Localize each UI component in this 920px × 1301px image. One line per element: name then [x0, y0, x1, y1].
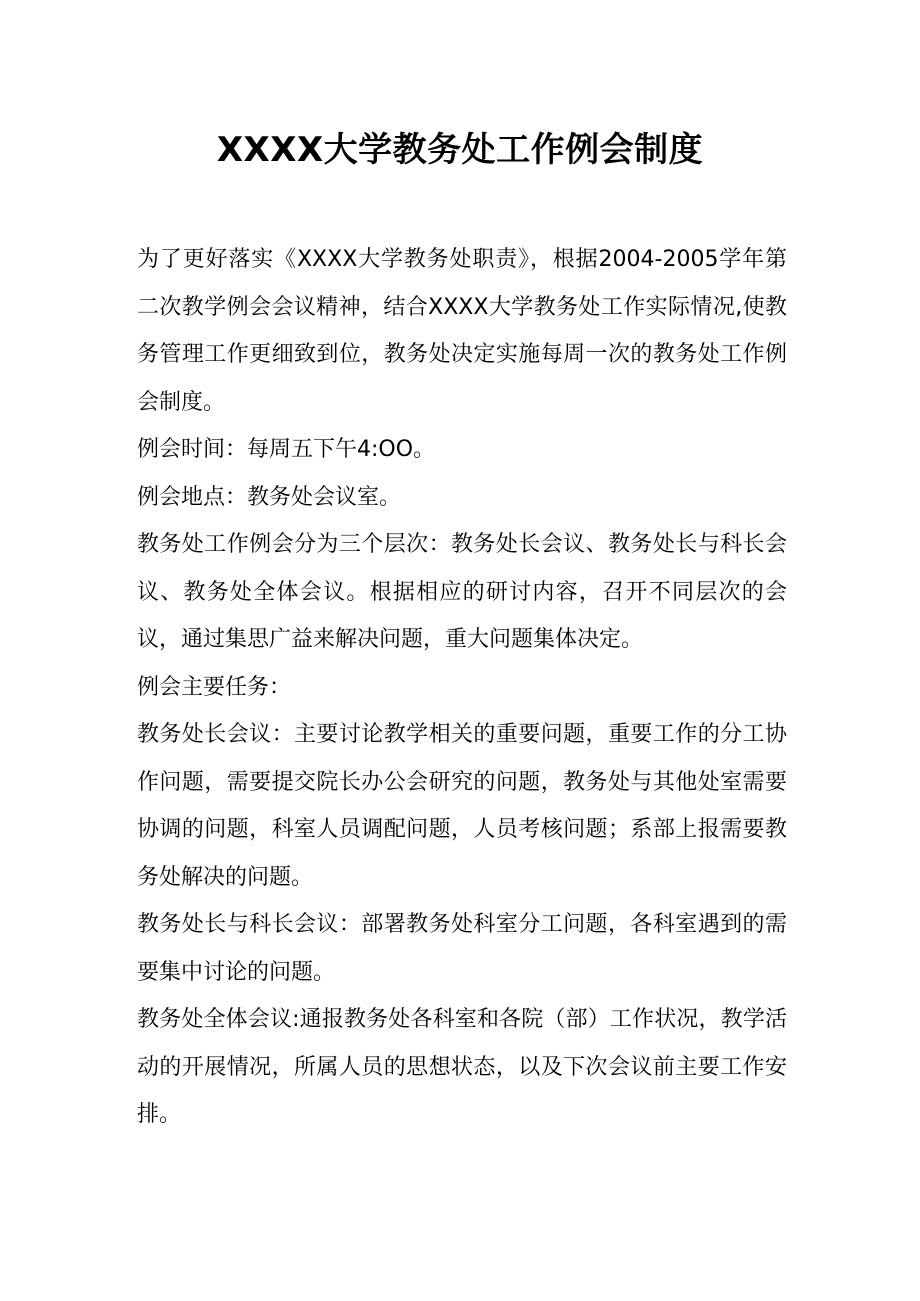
paragraph-meeting-levels: 教务处工作例会分为三个层次：教务处长会议、教务处长与科长会议、教务处全体会议。根据相应的研讨内容，召开不同层次的会议，通过集思广益来解决问题，重大问题集体决定。: [137, 532, 787, 652]
document-body: [137, 236, 787, 1139]
paragraph-meeting-time: 例会时间：每周五下午4:OO。: [137, 437, 436, 462]
paragraph-meeting-location: 例会地点：教务处会议室。: [137, 484, 402, 510]
paragraph-intro: 为了更好落实《XXXX大学教务处职责》，根据2004-2005学年第二次教学例会会议精神，结合XXXX大学教务处工作实际情况,使教务管理工作更细致到位，教务处决定实施每周一次的教务处工作例会制度。: [137, 247, 787, 415]
paragraph-all-staff-meeting: 教务处全体会议:通报教务处各科室和各院（部）工作状况，教学活动的开展情况，所属人员的思想状态，以及下次会议前主要工作安排。: [137, 1007, 787, 1127]
paragraph-director-section-meeting: 教务处长与科长会议：部署教务处科室分工问题，各科室遇到的需要集中讨论的问题。: [137, 912, 787, 985]
paragraph-director-meeting: 教务处长会议：主要讨论教学相关的重要问题，重要工作的分工协作问题，需要提交院长办公会研究的问题，教务处与其他处室需要协调的问题，科室人员调配问题，人员考核问题；系部上报需要教务处解决的问题。: [137, 722, 787, 890]
paragraph-main-tasks-heading: 例会主要任务：: [137, 674, 292, 700]
document-title: XXXX大学教务处工作例会制度: [216, 130, 704, 170]
